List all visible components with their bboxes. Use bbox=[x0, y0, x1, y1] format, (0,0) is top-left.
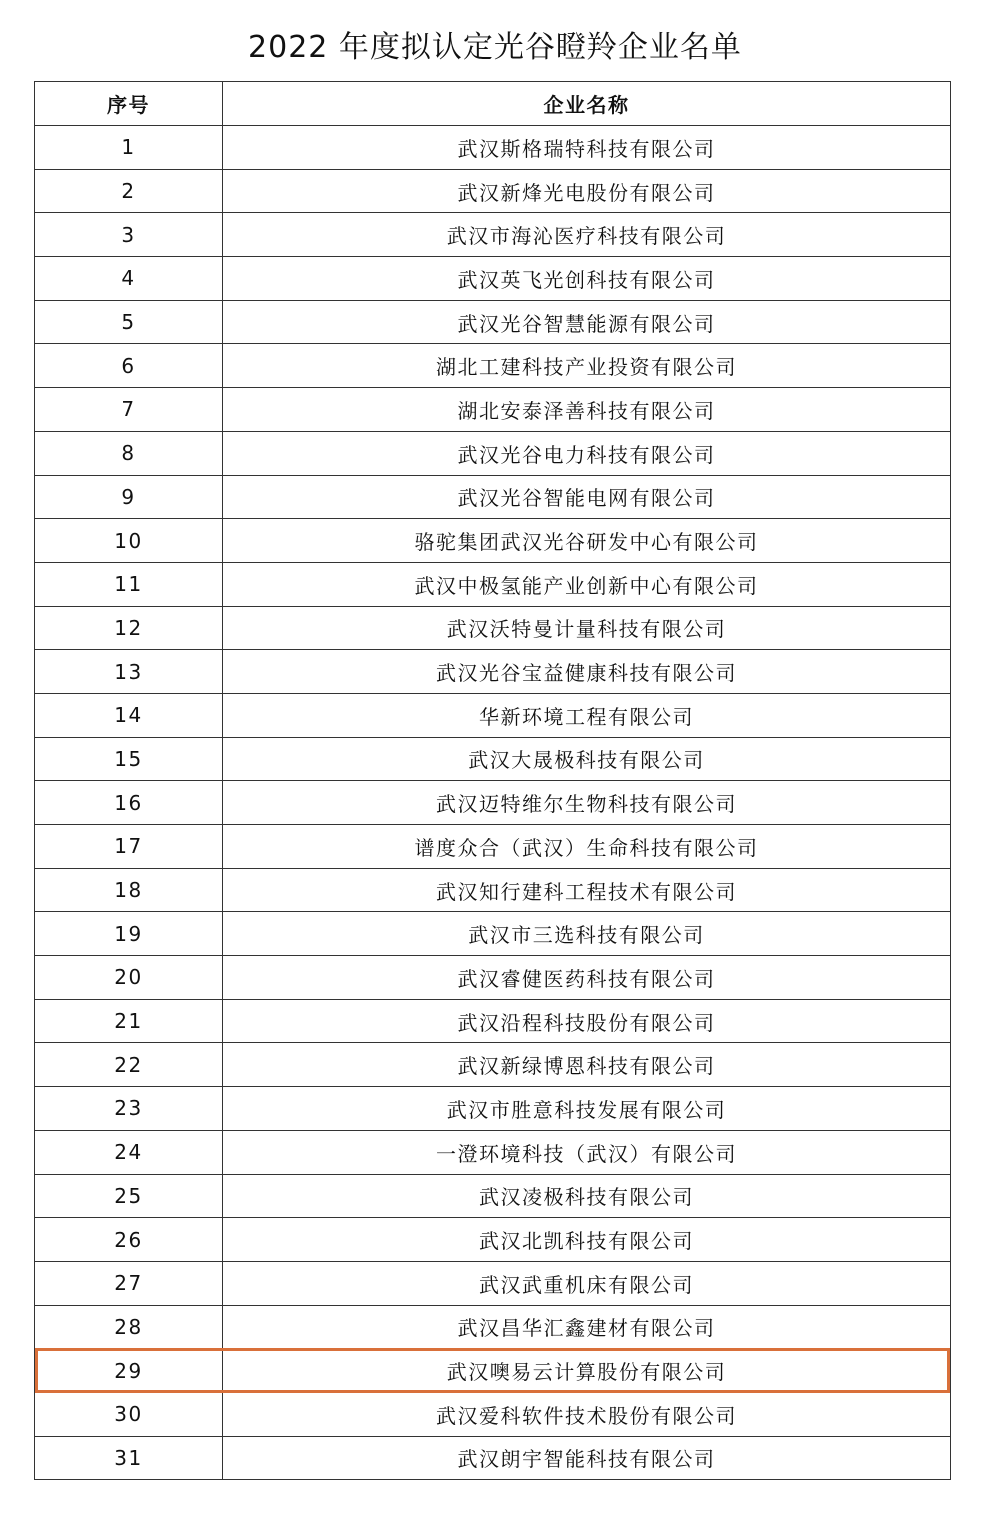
row-index: 13 bbox=[35, 650, 223, 694]
row-index: 19 bbox=[35, 912, 223, 956]
row-index: 24 bbox=[35, 1130, 223, 1174]
company-table bbox=[34, 81, 951, 1480]
row-company-name: 武汉爱科软件技术股份有限公司 bbox=[223, 1392, 951, 1436]
table-row bbox=[35, 606, 951, 650]
row-company-name: 骆驼集团武汉光谷研发中心有限公司 bbox=[223, 519, 951, 563]
table-row bbox=[35, 956, 951, 1000]
table-row bbox=[35, 1305, 951, 1349]
row-company-name: 武汉光谷智能电网有限公司 bbox=[223, 475, 951, 519]
row-index: 31 bbox=[35, 1436, 223, 1480]
table-row bbox=[35, 1436, 951, 1480]
table-row bbox=[35, 257, 951, 301]
table-row bbox=[35, 344, 951, 388]
row-company-name: 一澄环境科技（武汉）有限公司 bbox=[223, 1130, 951, 1174]
row-index: 10 bbox=[35, 519, 223, 563]
row-company-name: 武汉北凯科技有限公司 bbox=[223, 1218, 951, 1262]
row-index: 27 bbox=[35, 1261, 223, 1305]
table-row bbox=[35, 562, 951, 606]
row-company-name: 武汉知行建科工程技术有限公司 bbox=[223, 868, 951, 912]
row-index: 17 bbox=[35, 825, 223, 869]
table-row bbox=[35, 912, 951, 956]
row-index: 11 bbox=[35, 562, 223, 606]
row-index: 14 bbox=[35, 693, 223, 737]
table-row bbox=[35, 1174, 951, 1218]
table-row bbox=[35, 999, 951, 1043]
row-index: 5 bbox=[35, 300, 223, 344]
row-company-name: 武汉新绿博恩科技有限公司 bbox=[223, 1043, 951, 1087]
header-index: 序号 bbox=[35, 82, 223, 126]
row-index: 8 bbox=[35, 431, 223, 475]
table-row bbox=[35, 1218, 951, 1262]
table-row bbox=[35, 737, 951, 781]
table-row bbox=[35, 519, 951, 563]
table-row bbox=[35, 300, 951, 344]
row-company-name: 武汉昌华汇鑫建材有限公司 bbox=[223, 1305, 951, 1349]
row-index: 28 bbox=[35, 1305, 223, 1349]
table-row bbox=[35, 1130, 951, 1174]
row-index: 30 bbox=[35, 1392, 223, 1436]
row-company-name: 谱度众合（武汉）生命科技有限公司 bbox=[223, 825, 951, 869]
table-row bbox=[35, 1392, 951, 1436]
row-index: 16 bbox=[35, 781, 223, 825]
table-row bbox=[35, 1043, 951, 1087]
row-index: 23 bbox=[35, 1087, 223, 1131]
row-index: 3 bbox=[35, 213, 223, 257]
row-index: 4 bbox=[35, 257, 223, 301]
table-row bbox=[35, 126, 951, 170]
table-row bbox=[35, 475, 951, 519]
table-row bbox=[35, 693, 951, 737]
table-row bbox=[35, 781, 951, 825]
row-company-name: 武汉沃特曼计量科技有限公司 bbox=[223, 606, 951, 650]
table-row bbox=[35, 213, 951, 257]
table-header-row bbox=[35, 82, 951, 126]
table-row bbox=[35, 868, 951, 912]
row-index: 6 bbox=[35, 344, 223, 388]
row-index: 25 bbox=[35, 1174, 223, 1218]
row-company-name: 武汉光谷智慧能源有限公司 bbox=[223, 300, 951, 344]
table-row bbox=[35, 1087, 951, 1131]
row-company-name: 武汉市胜意科技发展有限公司 bbox=[223, 1087, 951, 1131]
row-index: 7 bbox=[35, 388, 223, 432]
row-company-name: 武汉新烽光电股份有限公司 bbox=[223, 169, 951, 213]
row-index: 29 bbox=[35, 1349, 223, 1393]
row-company-name: 武汉噢易云计算股份有限公司 bbox=[223, 1349, 951, 1393]
row-company-name: 武汉大晟极科技有限公司 bbox=[223, 737, 951, 781]
row-company-name: 湖北工建科技产业投资有限公司 bbox=[223, 344, 951, 388]
row-company-name: 湖北安泰泽善科技有限公司 bbox=[223, 388, 951, 432]
row-company-name: 武汉光谷宝益健康科技有限公司 bbox=[223, 650, 951, 694]
row-company-name: 武汉中极氢能产业创新中心有限公司 bbox=[223, 562, 951, 606]
page-title: 2022 年度拟认定光谷瞪羚企业名单 bbox=[248, 30, 742, 65]
header-company-name: 企业名称 bbox=[223, 82, 951, 126]
row-index: 20 bbox=[35, 956, 223, 1000]
row-index: 1 bbox=[35, 126, 223, 170]
row-index: 22 bbox=[35, 1043, 223, 1087]
table-row bbox=[35, 431, 951, 475]
row-index: 26 bbox=[35, 1218, 223, 1262]
table-row bbox=[35, 650, 951, 694]
row-company-name: 武汉凌极科技有限公司 bbox=[223, 1174, 951, 1218]
table-row bbox=[35, 1349, 951, 1393]
row-company-name: 武汉睿健医药科技有限公司 bbox=[223, 956, 951, 1000]
row-company-name: 武汉市海沁医疗科技有限公司 bbox=[223, 213, 951, 257]
row-company-name: 武汉光谷电力科技有限公司 bbox=[223, 431, 951, 475]
table-row bbox=[35, 1261, 951, 1305]
row-company-name: 武汉市三选科技有限公司 bbox=[223, 912, 951, 956]
row-index: 18 bbox=[35, 868, 223, 912]
row-index: 12 bbox=[35, 606, 223, 650]
table-row bbox=[35, 825, 951, 869]
row-company-name: 武汉迈特维尔生物科技有限公司 bbox=[223, 781, 951, 825]
row-company-name: 武汉斯格瑞特科技有限公司 bbox=[223, 126, 951, 170]
row-index: 2 bbox=[35, 169, 223, 213]
row-company-name: 武汉朗宇智能科技有限公司 bbox=[223, 1436, 951, 1480]
row-company-name: 华新环境工程有限公司 bbox=[223, 693, 951, 737]
row-company-name: 武汉沿程科技股份有限公司 bbox=[223, 999, 951, 1043]
row-index: 15 bbox=[35, 737, 223, 781]
table-row bbox=[35, 388, 951, 432]
row-company-name: 武汉武重机床有限公司 bbox=[223, 1261, 951, 1305]
table-body bbox=[35, 126, 951, 1480]
row-company-name: 武汉英飞光创科技有限公司 bbox=[223, 257, 951, 301]
table-row bbox=[35, 169, 951, 213]
row-index: 21 bbox=[35, 999, 223, 1043]
row-index: 9 bbox=[35, 475, 223, 519]
